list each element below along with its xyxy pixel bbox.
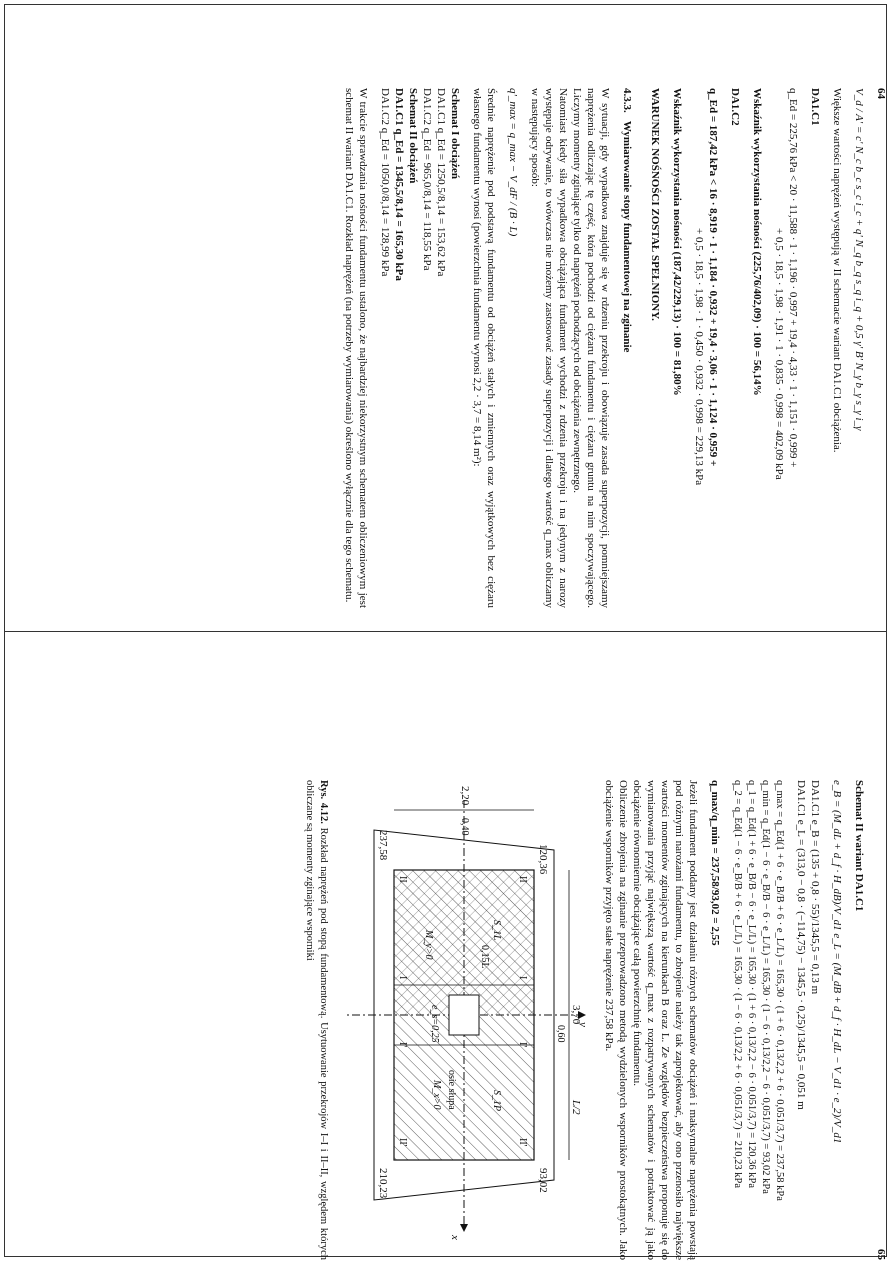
column-axes-label: osie słupa [446, 1070, 457, 1110]
bearing-formula: V_d / A' = c' N_c b_c s_c i_c + q' N_q b_q s_q i_q + 0,5 γ' B' N_γ b_γ s_γ i_γ [853, 88, 865, 431]
intro-text: Większe wartości naprężeń występują w II schemacie wariant DA1.C1 obciążenia. [831, 88, 843, 453]
da1c1-el: DA1.C1 e_L = (313,0 − 0,8 · (−114,75) − 1345,5 · 0,25)/1345,5 = 0,051 m [795, 780, 807, 1110]
schemat-2-da1c2: DA1.C2 q_Ed = 1050,0/8,14 = 128,99 kPa [379, 88, 391, 277]
dim-060: 0,60 [555, 1025, 566, 1043]
paragraph-cantilever: Obliczenie zbrojenia na zginanie przeprowadzono metodą wydzielonych wsporników prostokątnych. Jako obciążenie wsporników przyjęto stałe naprężenie 237,58 kPa. [603, 780, 629, 1260]
page-divider [4, 631, 887, 632]
dim-370: 3,70 [570, 1005, 582, 1025]
axis-x-arrow [460, 1224, 468, 1232]
page-65 [88, 780, 888, 1260]
da1c1-utilisation: Wskaźnik wykorzystania nośności (225,76/402,09) · 100 = 56,14% [751, 88, 763, 396]
section-I-left-bottom: I [397, 976, 408, 980]
figure-caption [302, 780, 330, 1260]
da1c2-heading: DA1.C2 [729, 88, 741, 126]
s1p-label: S_1P [491, 1090, 502, 1112]
section-number: 4.3.3. [621, 88, 633, 113]
page-number: 64 [875, 88, 887, 99]
schemat-title: Schemat II wariant DA1.C1 [853, 780, 865, 912]
s1l-label: S_1L [491, 920, 502, 941]
schemat-1-da1c2: DA1.C2 q_Ed = 965,0/8,14 = 118,55 kPa [421, 88, 433, 271]
section-I-right: I' [517, 1042, 528, 1048]
da1c2-utilisation: Wskaźnik wykorzystania nośności (187,42/229,13) · 100 = 81,80% [671, 88, 683, 396]
section-I-right-bottom: I' [397, 1042, 408, 1048]
page-64 [108, 88, 888, 608]
moment-y: M_y>0 [423, 930, 434, 960]
section-II-top-prime: II' [517, 1138, 528, 1147]
dim-L2: L/2 [570, 1100, 582, 1115]
schemat-2-da1c1: DA1.C1 q_Ed = 1345,5/8,14 = 165,30 kPa [393, 88, 405, 281]
ratio-line: q_max/q_min = 237,58/93,02 = 2,55 [709, 780, 721, 946]
stress-top-right: 93,02 [537, 1168, 549, 1193]
da1c1-eb: DA1.C1 e_B = (135 + 0,8 · 55)/1345,5 = 0,13 m [809, 780, 821, 995]
section-heading [620, 88, 634, 608]
condition-statement: WARUNEK NOŚNOŚCI ZOSTAŁ SPEŁNIONY. [649, 88, 661, 321]
stress-top-left: 120,36 [537, 844, 549, 875]
q1-line: q_1 = q_Ed(1 + 6 · e_B/B − 6 · e_L/L) = 165,30 · (1 + 6 · 0,13/2,2 − 6 · 0,051/3,7) = 120,36 kPa [746, 780, 757, 1189]
q2-line: q_2 = q_Ed(1 − 6 · e_B/B + 6 · e_L/L) = 165,30 · (1 − 6 · 0,13/2,2 + 6 · 0,051/3,7) = 210,23 kPa [732, 780, 743, 1189]
schemat-1-da1c1: DA1.C1 q_Ed = 1250,5/8,14 = 153,62 kPa [435, 88, 447, 277]
moment-x: M_x>0 [431, 1080, 442, 1110]
da1c1-heading: DA1.C1 [809, 88, 821, 126]
section-II-top: II [517, 876, 528, 883]
eccentricity-formula: e_B = (M_dL + d_f · H_dB)/V_d1 e_L = (M_dB + d_f · H_dL − V_d1 · e_2)/V_d1 [831, 780, 843, 1144]
eccentricity-025: e_s=0,25 [429, 1005, 440, 1043]
dim-040: 0,40 [459, 818, 470, 836]
paragraph-superposition: W sytuacji, gdy wypadkowa znajduje się w rdzeniu przekroju i obowiązuje zasada superpozycji, pomniejszamy naprężenia odliczając tę część, która pochodzi od ciężaru fundamentu i ciężaru gruntu na nim spoczywającego. Liczymy momenty zginające tylko od naprężeń pochodzących od obciążenia zewnętrznego. [571, 88, 611, 608]
eccentricity-015: 0,15L [479, 945, 490, 969]
paragraph-reinforcement: Jeżeli fundament poddany jest działaniu różnych schematów obciążeń i maksymalne naprężenia powstają pod różnymi narożami fundamentu, to zbrojenie należy tak zaprojektować, aby ono przenosiło największe wartości momentów zginających na kierunkach B oraz L. Ze względów bezpieczeństwa proponuje się do wymiarowania przyjąć największą wartość q_max z rozpatrywanych schematów i potraktować ją jako obciążenie równomiernie obciążające całą powierzchnię fundamentu. [631, 780, 699, 1260]
schemat-2-heading: Schemat II obciążeń [407, 88, 419, 184]
qmax-formula: q'_max = q_max − V_dF / (B · L) [507, 88, 519, 237]
axis-x-label: x [449, 1235, 461, 1240]
da1c2-equation-1: q_Ed = 187,42 kPa < 16 · 8,919 · 1 · 1,184 · 0,932 + 19,4 · 3,06 · 1 · 1,124 · 0,959 + [707, 88, 719, 467]
da1c1-equation-1: q_Ed = 225,76 kPa < 20 · 11,588 · 1 · 1,196 · 0,997 + 19,4 · 4,33 · 1 · 1,151 · 0,999 + [787, 88, 799, 468]
section-I-left: I [517, 976, 528, 980]
qmax-line: q_max = q_Ed(1 + 6 · e_B/B + 6 · e_L/L) = 165,30 · (1 + 6 · 0,13/2,2 + 6 · 0,051/3,7) = 237,58 kPa [774, 780, 785, 1201]
page-number: 65 [875, 1249, 887, 1260]
section-title: Wymiarowanie stopy fundamentowej na zginanie [621, 120, 633, 353]
da1c1-equation-2: + 0,5 · 18,5 · 1,98 · 1,91 · 1 · 0,835 · 0,998 = 402,09 kPa [773, 228, 785, 480]
paragraph-conclusion: W trakcie sprawdzania nośności fundamentu ustalono, że najbardziej niekorzystnym schematem obliczeniowym jest schemat II wariant DA1.C1. Rozkład naprężeń (na potrzeby wymiarowania) określono wyłącznie dla tego schematu. [343, 88, 369, 608]
paragraph-mean-stress: Średnie naprężenie pod podstawą fundamentu od obciążeń stałych i zmiennych oraz wyjątkowych bez ciężaru własnego fundamentu wynosi (powierzchnia fundamentu wynosi 2,2 · 3,7 = 8,14 m²): [471, 88, 497, 608]
da1c2-equation-2: + 0,5 · 18,5 · 1,98 · 1 · 0,450 · 0,932 · 0,998 = 229,13 kPa [693, 228, 705, 486]
section-II-bottom-prime: II' [397, 1138, 408, 1147]
qmin-line: q_min = q_Ed(1 − 6 · e_B/B − 6 · e_L/L) = 165,30 · (1 − 6 · 0,13/2,2 − 6 · 0,051/3,7) = 93,02 kPa [760, 780, 771, 1194]
dim-220: 2,20 [459, 786, 471, 806]
axis-y-label: y [577, 1022, 589, 1027]
footing-hatch-overlay [394, 870, 534, 1015]
column-outline [449, 995, 479, 1035]
stress-distribution-figure [334, 780, 594, 1250]
stress-bottom-left: 237,58 [377, 830, 389, 861]
caption-text: Rozkład naprężeń pod stopą fundamentową. Usytuowanie przekrojów I–I i II–II, względem których obliczane są momenty zginające wsporniki [304, 780, 329, 1260]
section-II-bottom: II [397, 876, 408, 883]
stress-bottom-right: 210,23 [377, 1168, 389, 1199]
schemat-1-heading: Schemat I obciążeń [449, 88, 461, 180]
paragraph-uplift: Natomiast kiedy siła wypadkowa obciążająca fundament wychodzi z rdzenia przekroju i na jedynym z narozy występuje odrywanie, to wówczas nie możemy zastosować zasady superpozycji i dlatego wartość q_max obliczamy w następujący sposób: [529, 88, 569, 608]
caption-number: Rys. 4.12. [318, 780, 329, 824]
